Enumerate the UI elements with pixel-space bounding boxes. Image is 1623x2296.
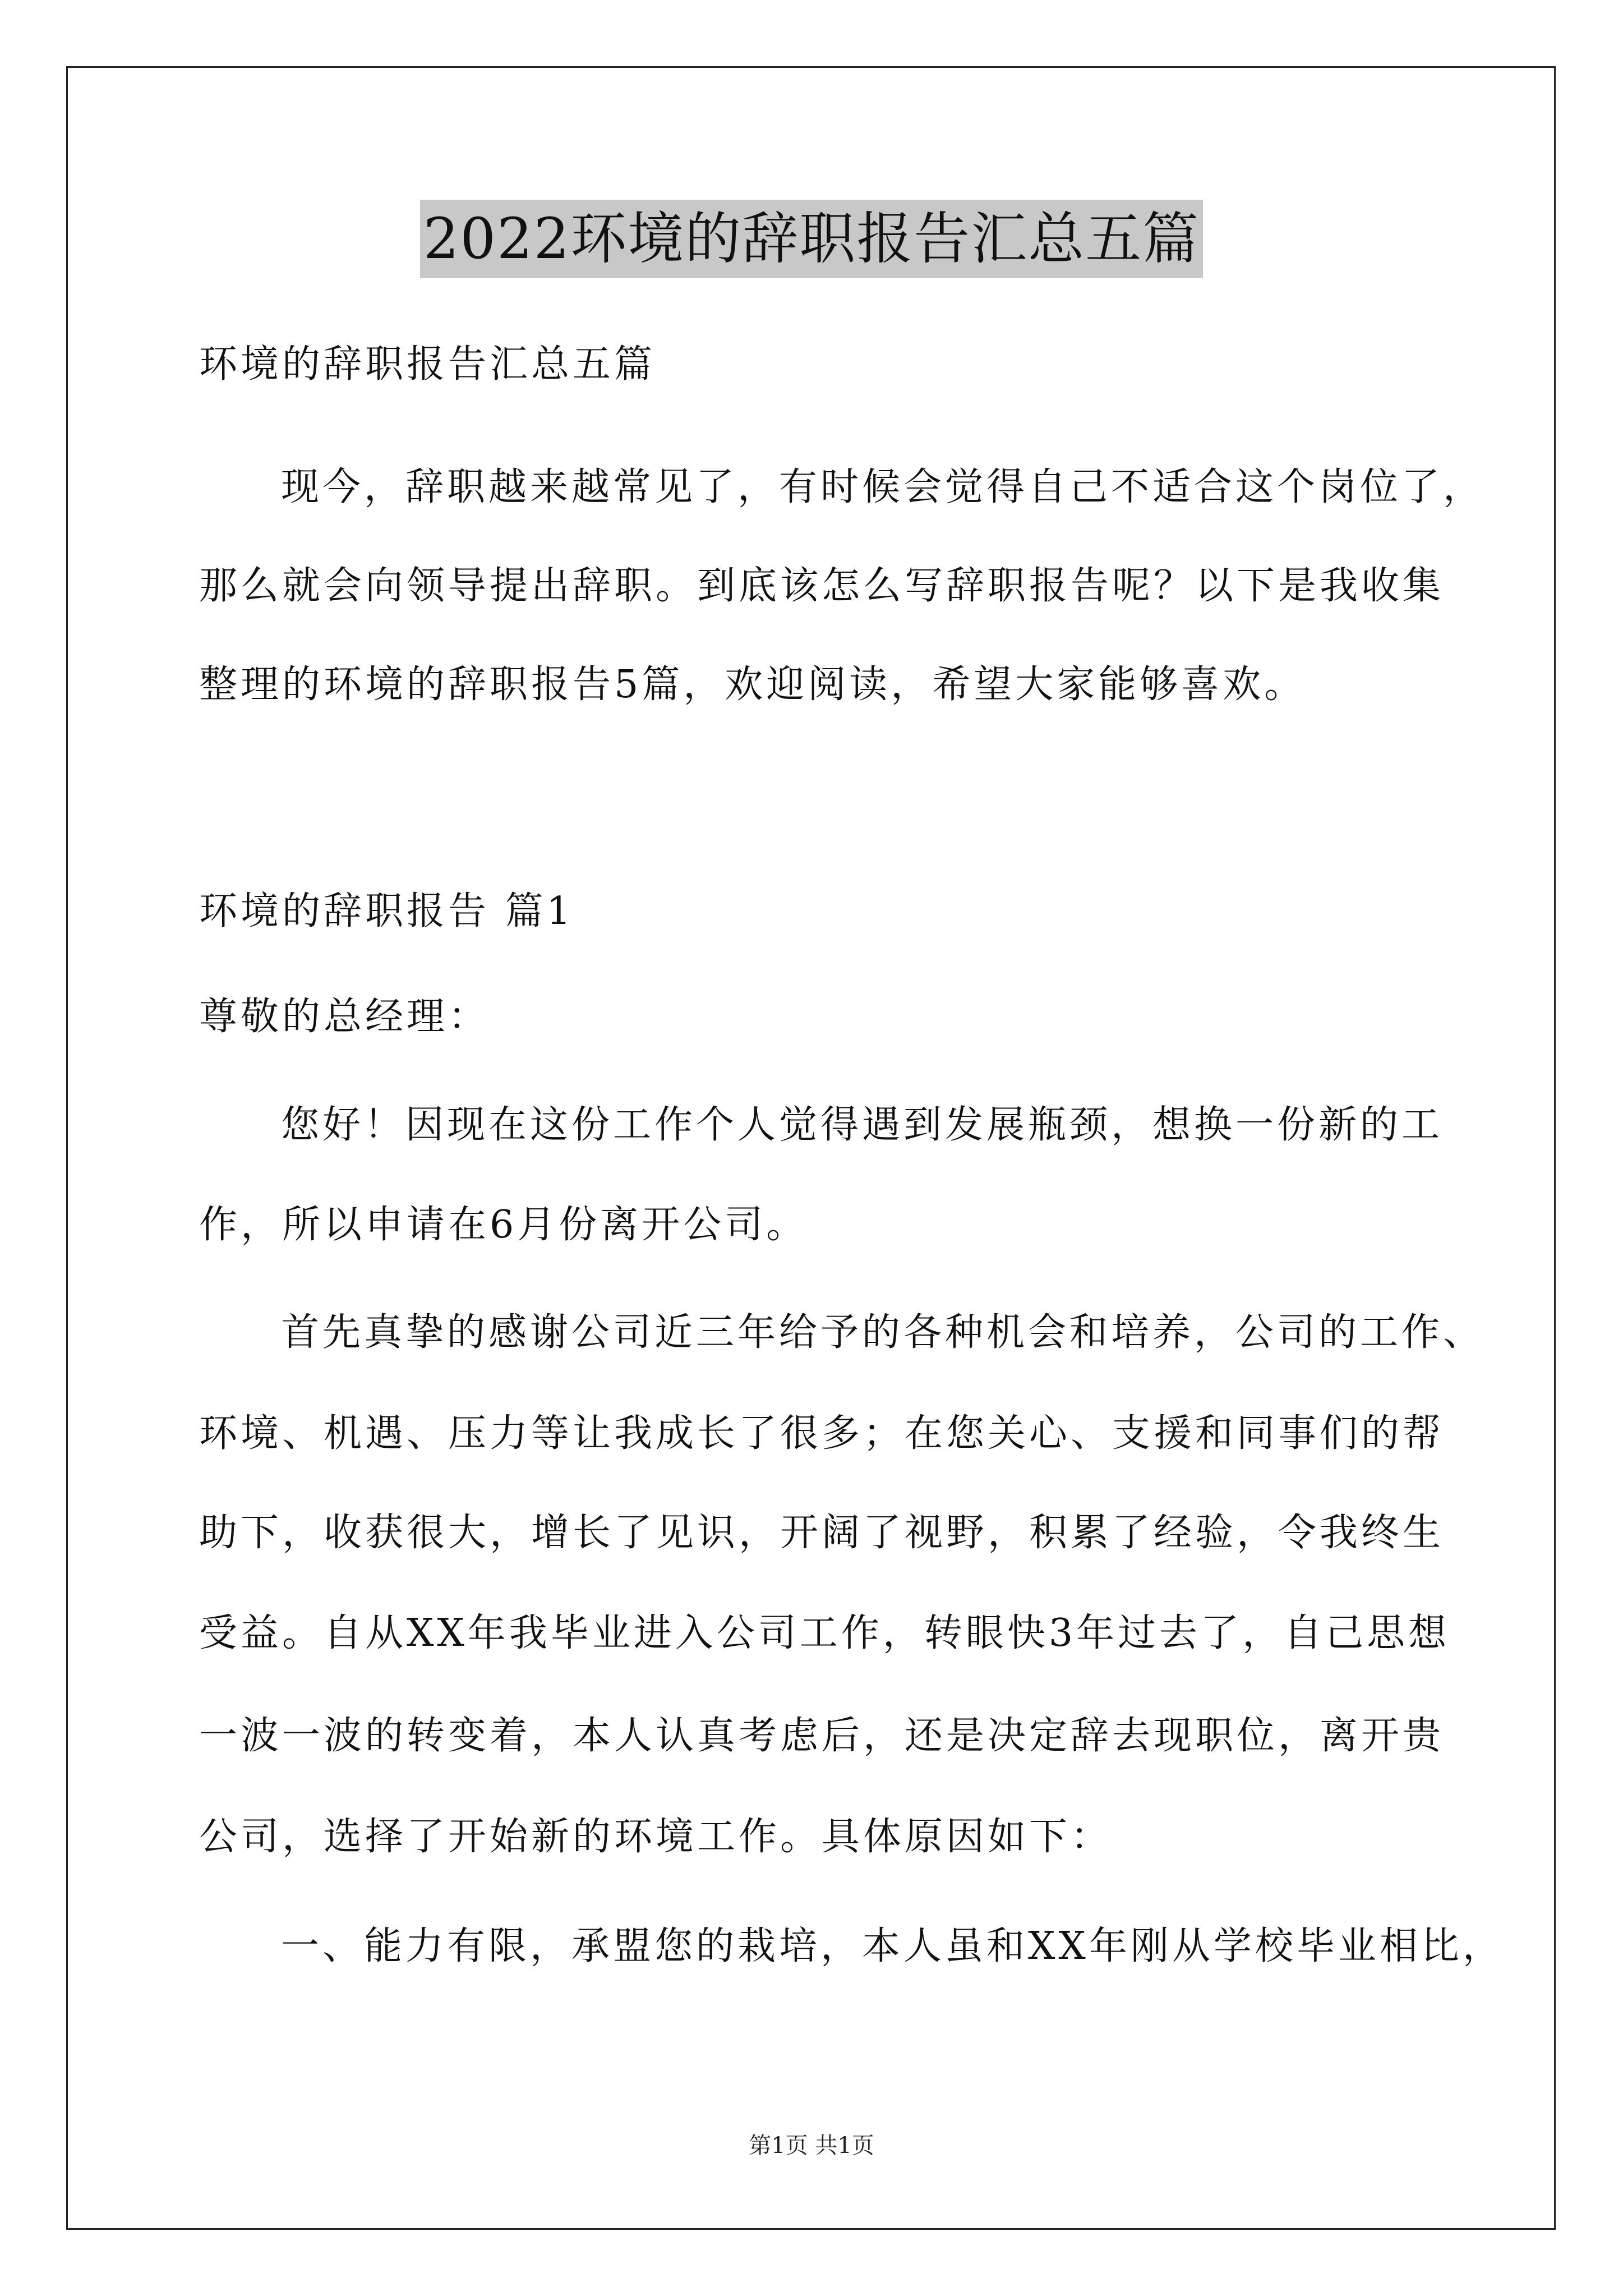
body-line: 助下，收获很大，增长了见识，开阔了视野，积累了经验，令我终生 [199,1511,1445,1555]
body-line: 受益。自从XX年我毕业进入公司工作，转眼快3年过去了，自己思想 [199,1611,1450,1655]
subtitle-line: 环境的辞职报告汇总五篇 [199,342,656,386]
title-container [0,200,1623,278]
salutation: 尊敬的总经理： [199,995,490,1039]
body-line: 现今，辞职越来越常见了，有时候会觉得自己不适合这个岗位了， [281,465,1485,509]
body-line: 一波一波的转变着，本人认真考虑后，还是决定辞去现职位，离开贵 [199,1714,1445,1758]
body-line: 作，所以申请在6月份离开公司。 [199,1203,808,1247]
body-line: 一、能力有限，承盟您的栽培，本人虽和XX年刚从学校毕业相比， [281,1924,1504,1968]
body-line: 整理的环境的辞职报告5篇，欢迎阅读，希望大家能够喜欢。 [199,662,1306,707]
body-line: 那么就会向领导提出辞职。到底该怎么写辞职报告呢？以下是我收集 [199,564,1445,608]
body-line: 您好！因现在这份工作个人觉得遇到发展瓶颈，想换一份新的工 [281,1103,1444,1147]
page-footer: 第1页 共1页 [749,2133,874,2159]
document-title: 2022环境的辞职报告汇总五篇 [420,200,1204,278]
section-heading: 环境的辞职报告 篇1 [199,889,574,933]
body-line: 公司，选择了开始新的环境工作。具体原因如下： [199,1815,1113,1859]
body-line: 首先真挚的感谢公司近三年给予的各种机会和培养，公司的工作、 [281,1310,1485,1355]
body-line: 环境、机遇、压力等让我成长了很多；在您关心、支援和同事们的帮 [199,1411,1445,1456]
